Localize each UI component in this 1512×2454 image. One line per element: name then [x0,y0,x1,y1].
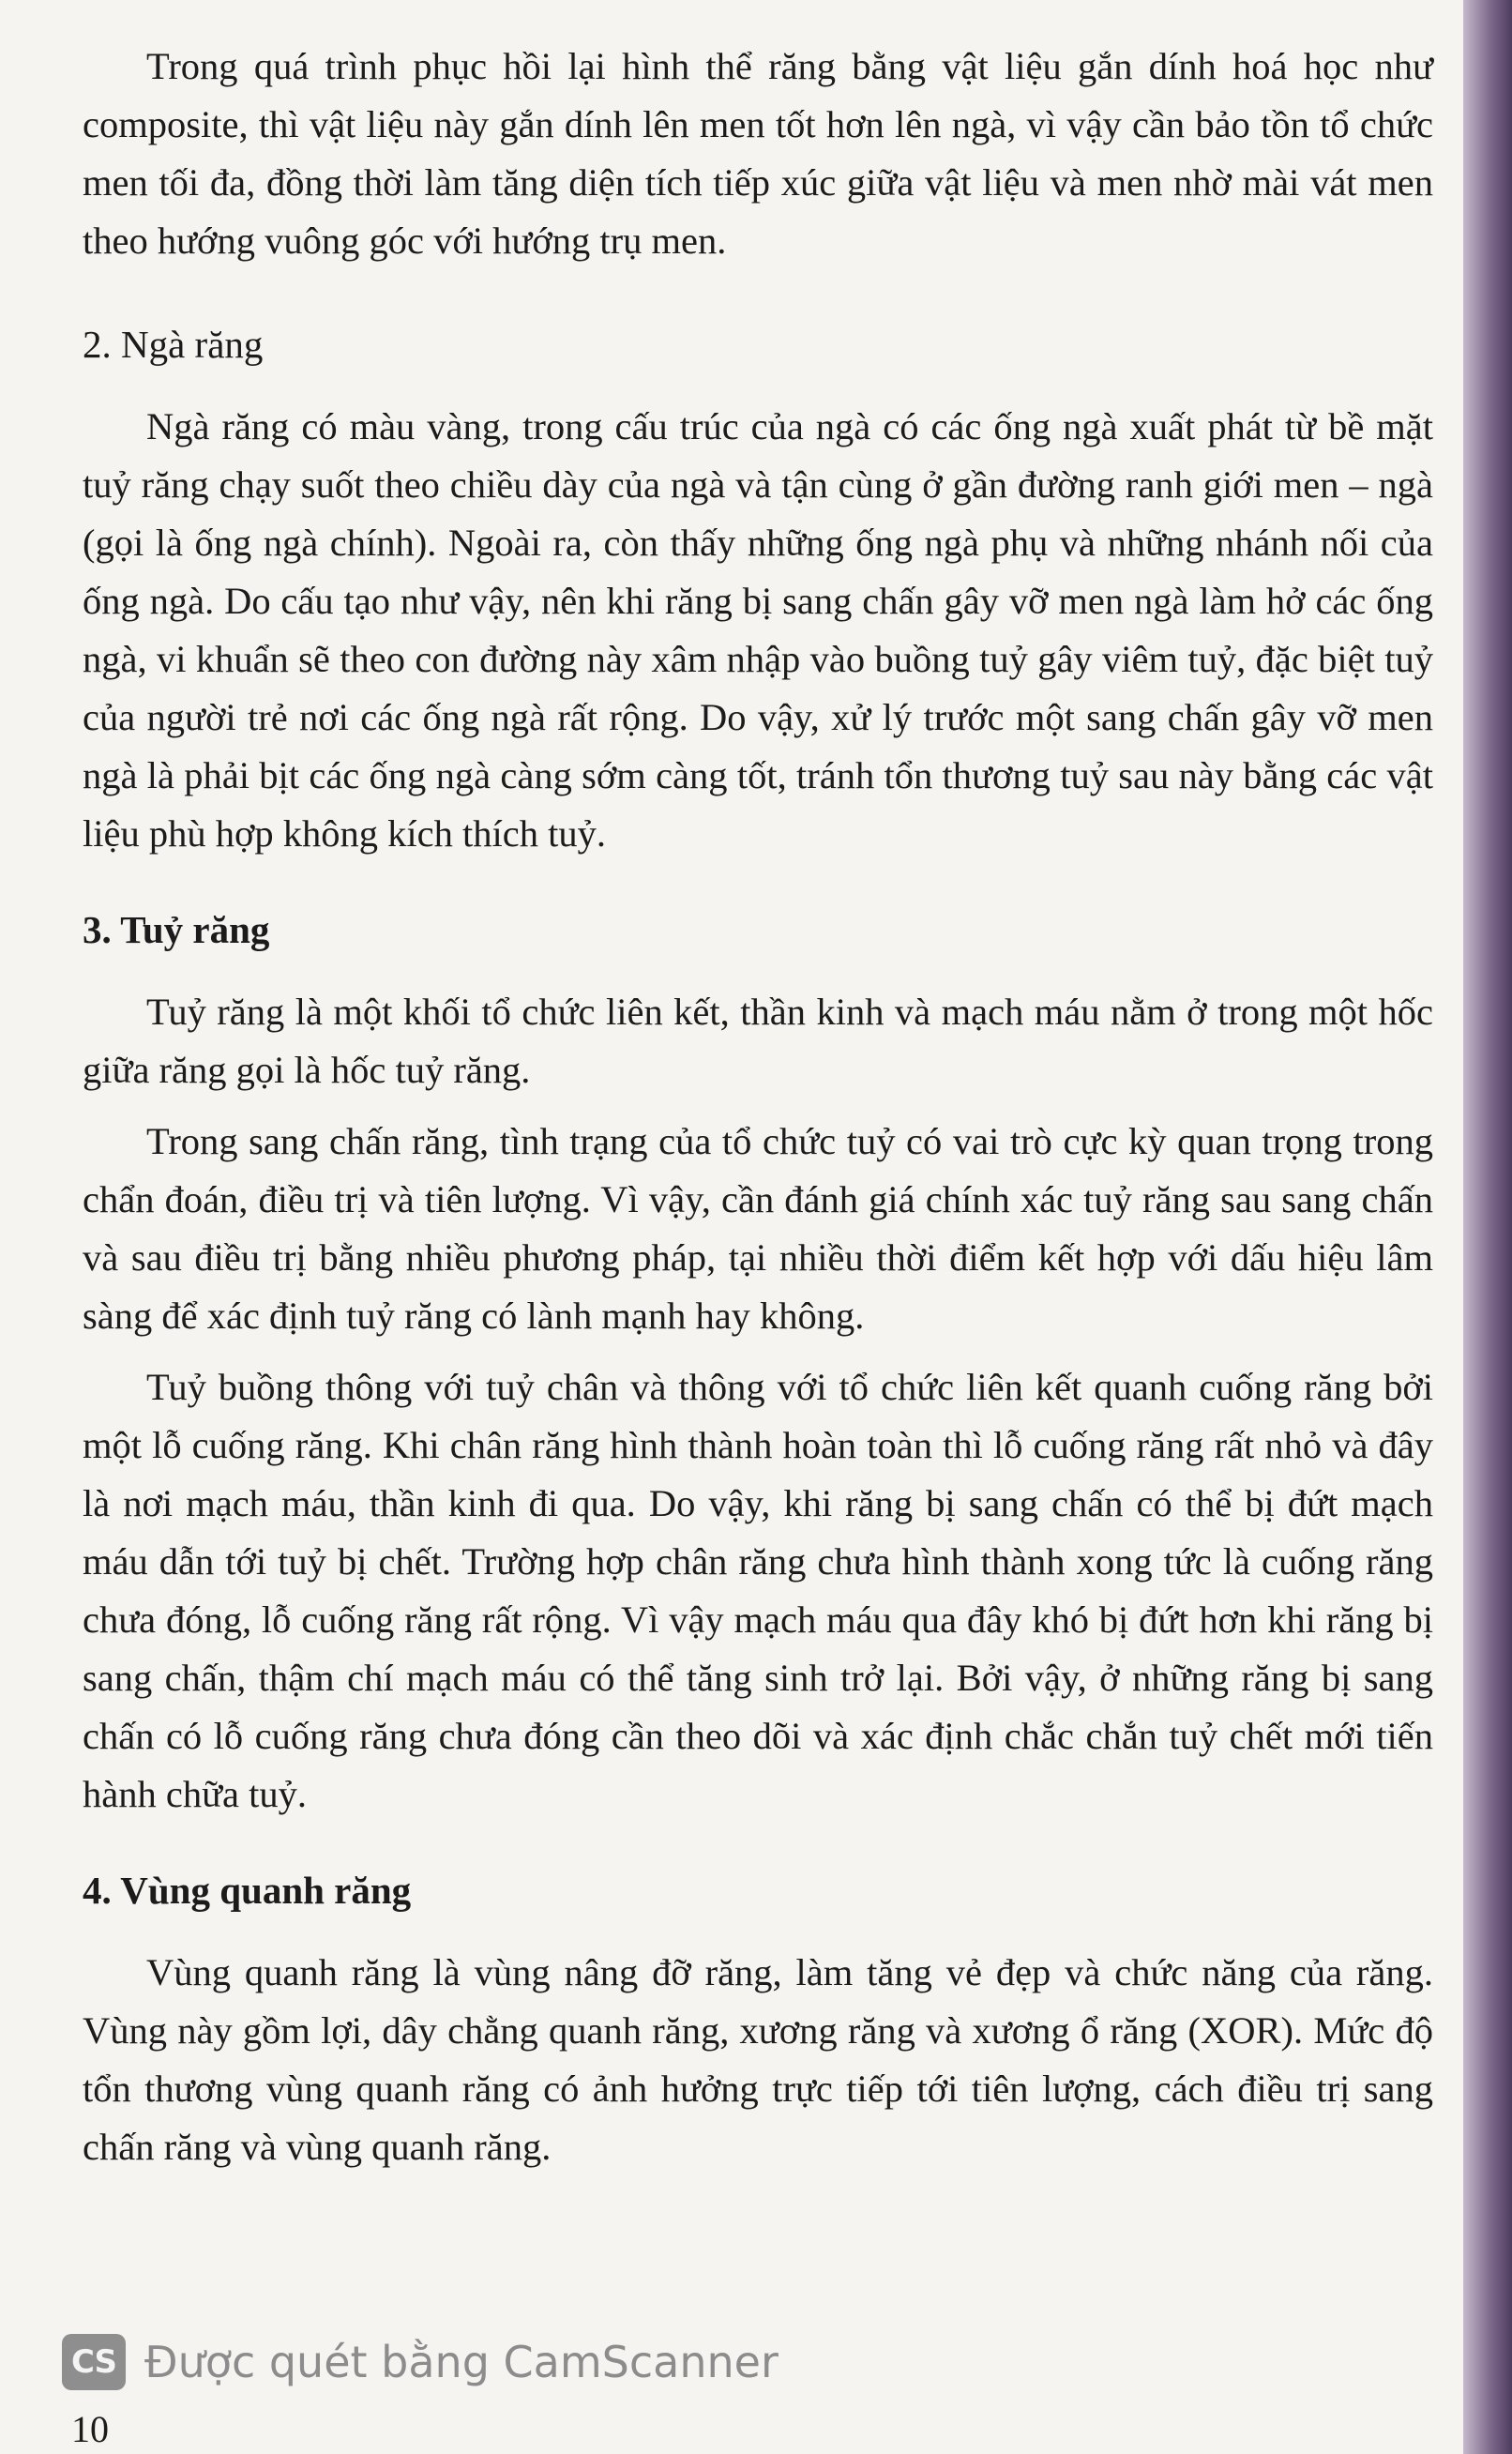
intro-paragraph: Trong quá trình phục hồi lại hình thể răng bằng vật liệu gắn dính hoá học như composite, thì vật liệu này gắn dính lên men tốt hơn lên ngà, vì vậy cần bảo tồn tổ chức men tối đa, đồng thời làm tăng diện tích tiếp xúc giữa vật liệu và men nhờ mài vát men theo hướng vuông góc với hướng trụ men. [83,45,1433,262]
tuy-rang-paragraph-2: Trong sang chấn răng, tình trạng của tổ chức tuỷ có vai trò cực kỳ quan trọng trong chẩn đoán, điều trị và tiên lượng. Vì vậy, cần đánh giá chính xác tuỷ răng sau sang chấn và sau điều trị bằng nhiều phương pháp, tại nhiều thời điểm kết hợp với dấu hiệu lâm sàng để xác định tuỷ răng có lành mạnh hay không. [83,1120,1433,1337]
section-heading-vung-quanh-rang: 4. Vùng quanh răng [83,1869,412,1912]
vung-quanh-rang-paragraph: Vùng quanh răng là vùng nâng đỡ răng, làm tăng vẻ đẹp và chức năng của răng. Vùng này gồm lợi, dây chằng quanh răng, xương răng và xương ổ răng (XOR). Mức độ tổn thương vùng quanh răng có ảnh hưởng trực tiếp tới tiên lượng, cách điều trị sang chấn răng và vùng quanh răng. [83,1951,1433,2168]
page-edge-shadow [1463,0,1512,2454]
section-heading-tuy-rang: 3. Tuỷ răng [83,908,270,951]
camscanner-watermark [62,2334,779,2390]
camscanner-logo-icon: CS [62,2334,126,2390]
tuy-rang-paragraph-3: Tuỷ buồng thông với tuỷ chân và thông với tổ chức liên kết quanh cuống răng bởi một lỗ cuống răng. Khi chân răng hình thành hoàn toàn thì lỗ cuống răng rất nhỏ và đây là nơi mạch máu, thần kinh đi qua. Do vậy, khi răng bị sang chấn có thể bị đứt mạch máu dẫn tới tuỷ bị chết. Trường hợp chân răng chưa hình thành xong tức là cuống răng chưa đóng, lỗ cuống răng rất rộng. Vì vậy mạch máu qua đây khó bị đứt hơn khi răng bị sang chấn, thậm chí mạch máu có thể tăng sinh trở lại. Bởi vậy, ở những răng bị sang chấn có lỗ cuống răng chưa đóng cần theo dõi và xác định chắc chắn tuỷ chết mới tiến hành chữa tuỷ. [83,1366,1433,1815]
section-heading-nga-rang: 2. Ngà răng [83,323,264,366]
tuy-rang-paragraph-1: Tuỷ răng là một khối tổ chức liên kết, thần kinh và mạch máu nằm ở trong một hốc giữa răng gọi là hốc tuỷ răng. [83,991,1433,1091]
nga-rang-paragraph: Ngà răng có màu vàng, trong cấu trúc của ngà có các ống ngà xuất phát từ bề mặt tuỷ răng chạy suốt theo chiều dày của ngà và tận cùng ở gần đường ranh giới men – ngà (gọi là ống ngà chính). Ngoài ra, còn thấy những ống ngà phụ và những nhánh nối của ống ngà. Do cấu tạo như vậy, nên khi răng bị sang chấn gây vỡ men ngà làm hở các ống ngà, vi khuẩn sẽ theo con đường này xâm nhập vào buồng tuỷ gây viêm tuỷ, đặc biệt tuỷ của người trẻ nơi các ống ngà rất rộng. Do vậy, xử lý trước một sang chấn gây vỡ men ngà là phải bịt các ống ngà càng sớm càng tốt, tránh tổn thương tuỷ sau này bằng các vật liệu phù hợp không kích thích tuỷ. [83,405,1433,855]
page-number: 10 [71,2408,109,2450]
camscanner-watermark-text: Được quét bằng CamScanner [144,2337,779,2387]
page-content [83,38,1433,2176]
